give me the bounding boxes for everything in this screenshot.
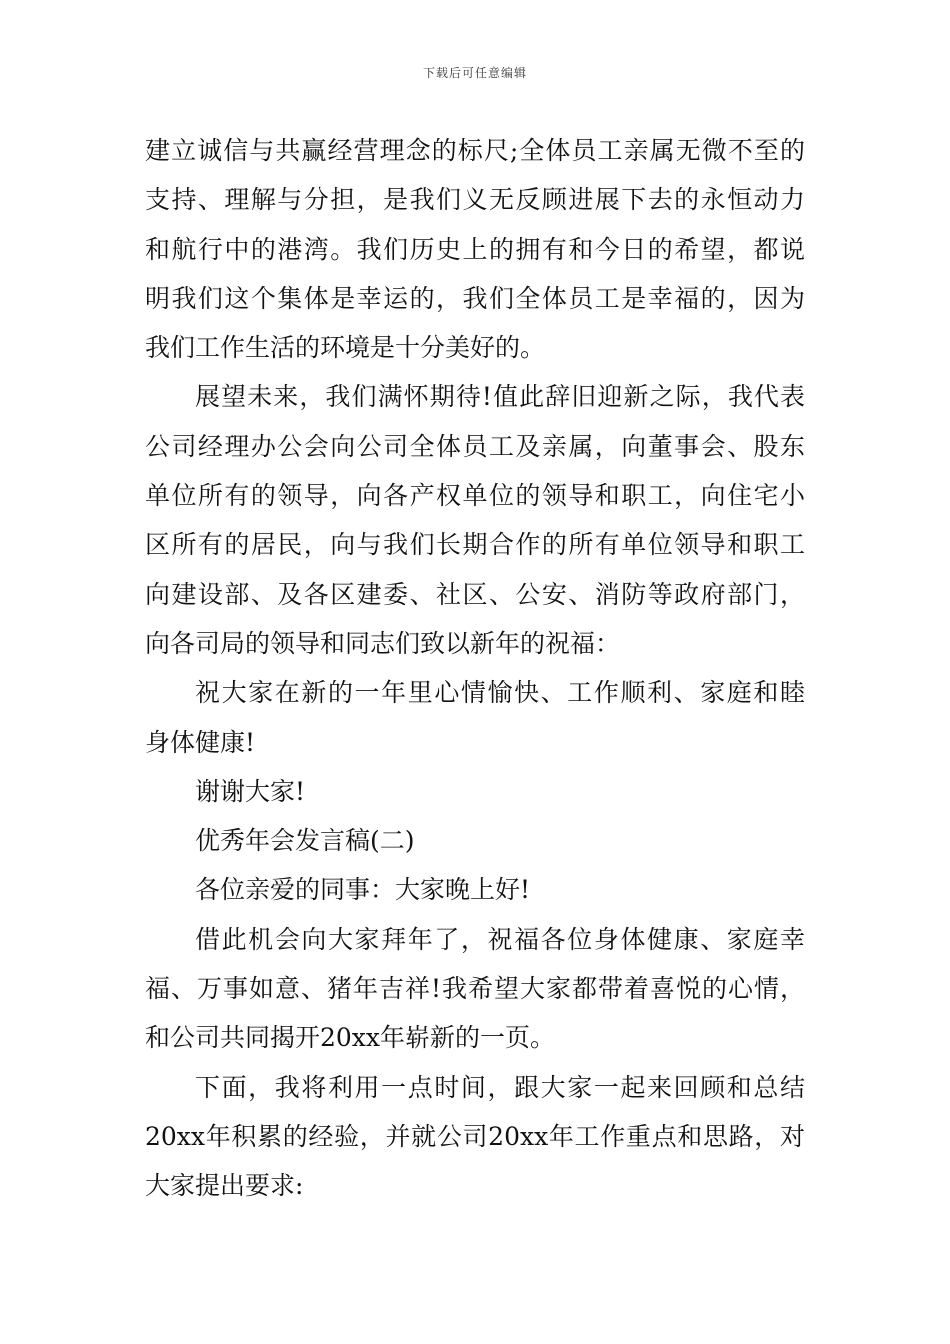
text-line: 展望未来，我们满怀期待!值此辞旧迎新之际，我代表: [195, 382, 805, 412]
text-line: 和航行中的港湾。我们历史上的拥有和今日的希望，都说: [145, 234, 805, 264]
text-line: 向各司局的领导和同志们致以新年的祝福：: [145, 628, 621, 658]
text-line: 支持、理解与分担，是我们义无反顾进展下去的永恒动力: [145, 185, 805, 215]
text-line: 明我们这个集体是幸运的，我们全体员工是幸福的，因为: [145, 283, 805, 313]
text-line: 祝大家在新的一年里心情愉快、工作顺利、家庭和睦: [195, 678, 805, 708]
text-line: 福、万事如意、猪年吉祥!我希望大家都带着喜悦的心情，: [145, 974, 805, 1004]
text-line: 借此机会向大家拜年了，祝福各位身体健康、家庭幸: [195, 924, 805, 954]
text-line: 各位亲爱的同事：大家晚上好!: [195, 875, 531, 905]
text-line: 单位所有的领导，向各产权单位的领导和职工，向住宅小: [145, 481, 805, 511]
text-line: 和公司共同揭开20xx年崭新的一页。: [145, 1023, 556, 1053]
paragraph-2: [145, 372, 805, 668]
page-header: 下载后可任意编辑: [422, 66, 527, 80]
document-body: [145, 126, 805, 1211]
paragraph-4: [145, 767, 805, 816]
paragraph-1: [145, 126, 805, 372]
text-line: 身体健康!: [145, 727, 256, 757]
text-line: 区所有的居民，向与我们长期合作的所有单位领导和职工: [145, 530, 805, 560]
text-line: 我们工作生活的环境是十分美好的。: [145, 333, 546, 363]
text-line: 20xx年积累的经验，并就公司20xx年工作重点和思路，对: [145, 1121, 805, 1151]
text-line: 谢谢大家!: [195, 776, 306, 806]
text-line: 向建设部、及各区建委、社区、公安、消防等政府部门，: [145, 579, 805, 609]
section-heading: [145, 816, 805, 865]
paragraph-3: [145, 668, 805, 767]
greeting: [145, 865, 805, 914]
text-line: 建立诚信与共赢经营理念的标尺;全体员工亲属无微不至的: [145, 136, 805, 165]
text-line: 大家提出要求:: [145, 1171, 304, 1201]
paragraph-8: [145, 1063, 805, 1211]
text-line: 下面，我将利用一点时间，跟大家一起来回顾和总结: [195, 1072, 805, 1102]
text-line: 优秀年会发言稿(二): [195, 826, 415, 856]
text-line: 公司经理办公会向公司全体员工及亲属，向董事会、股东: [145, 431, 805, 461]
paragraph-7: [145, 915, 805, 1063]
